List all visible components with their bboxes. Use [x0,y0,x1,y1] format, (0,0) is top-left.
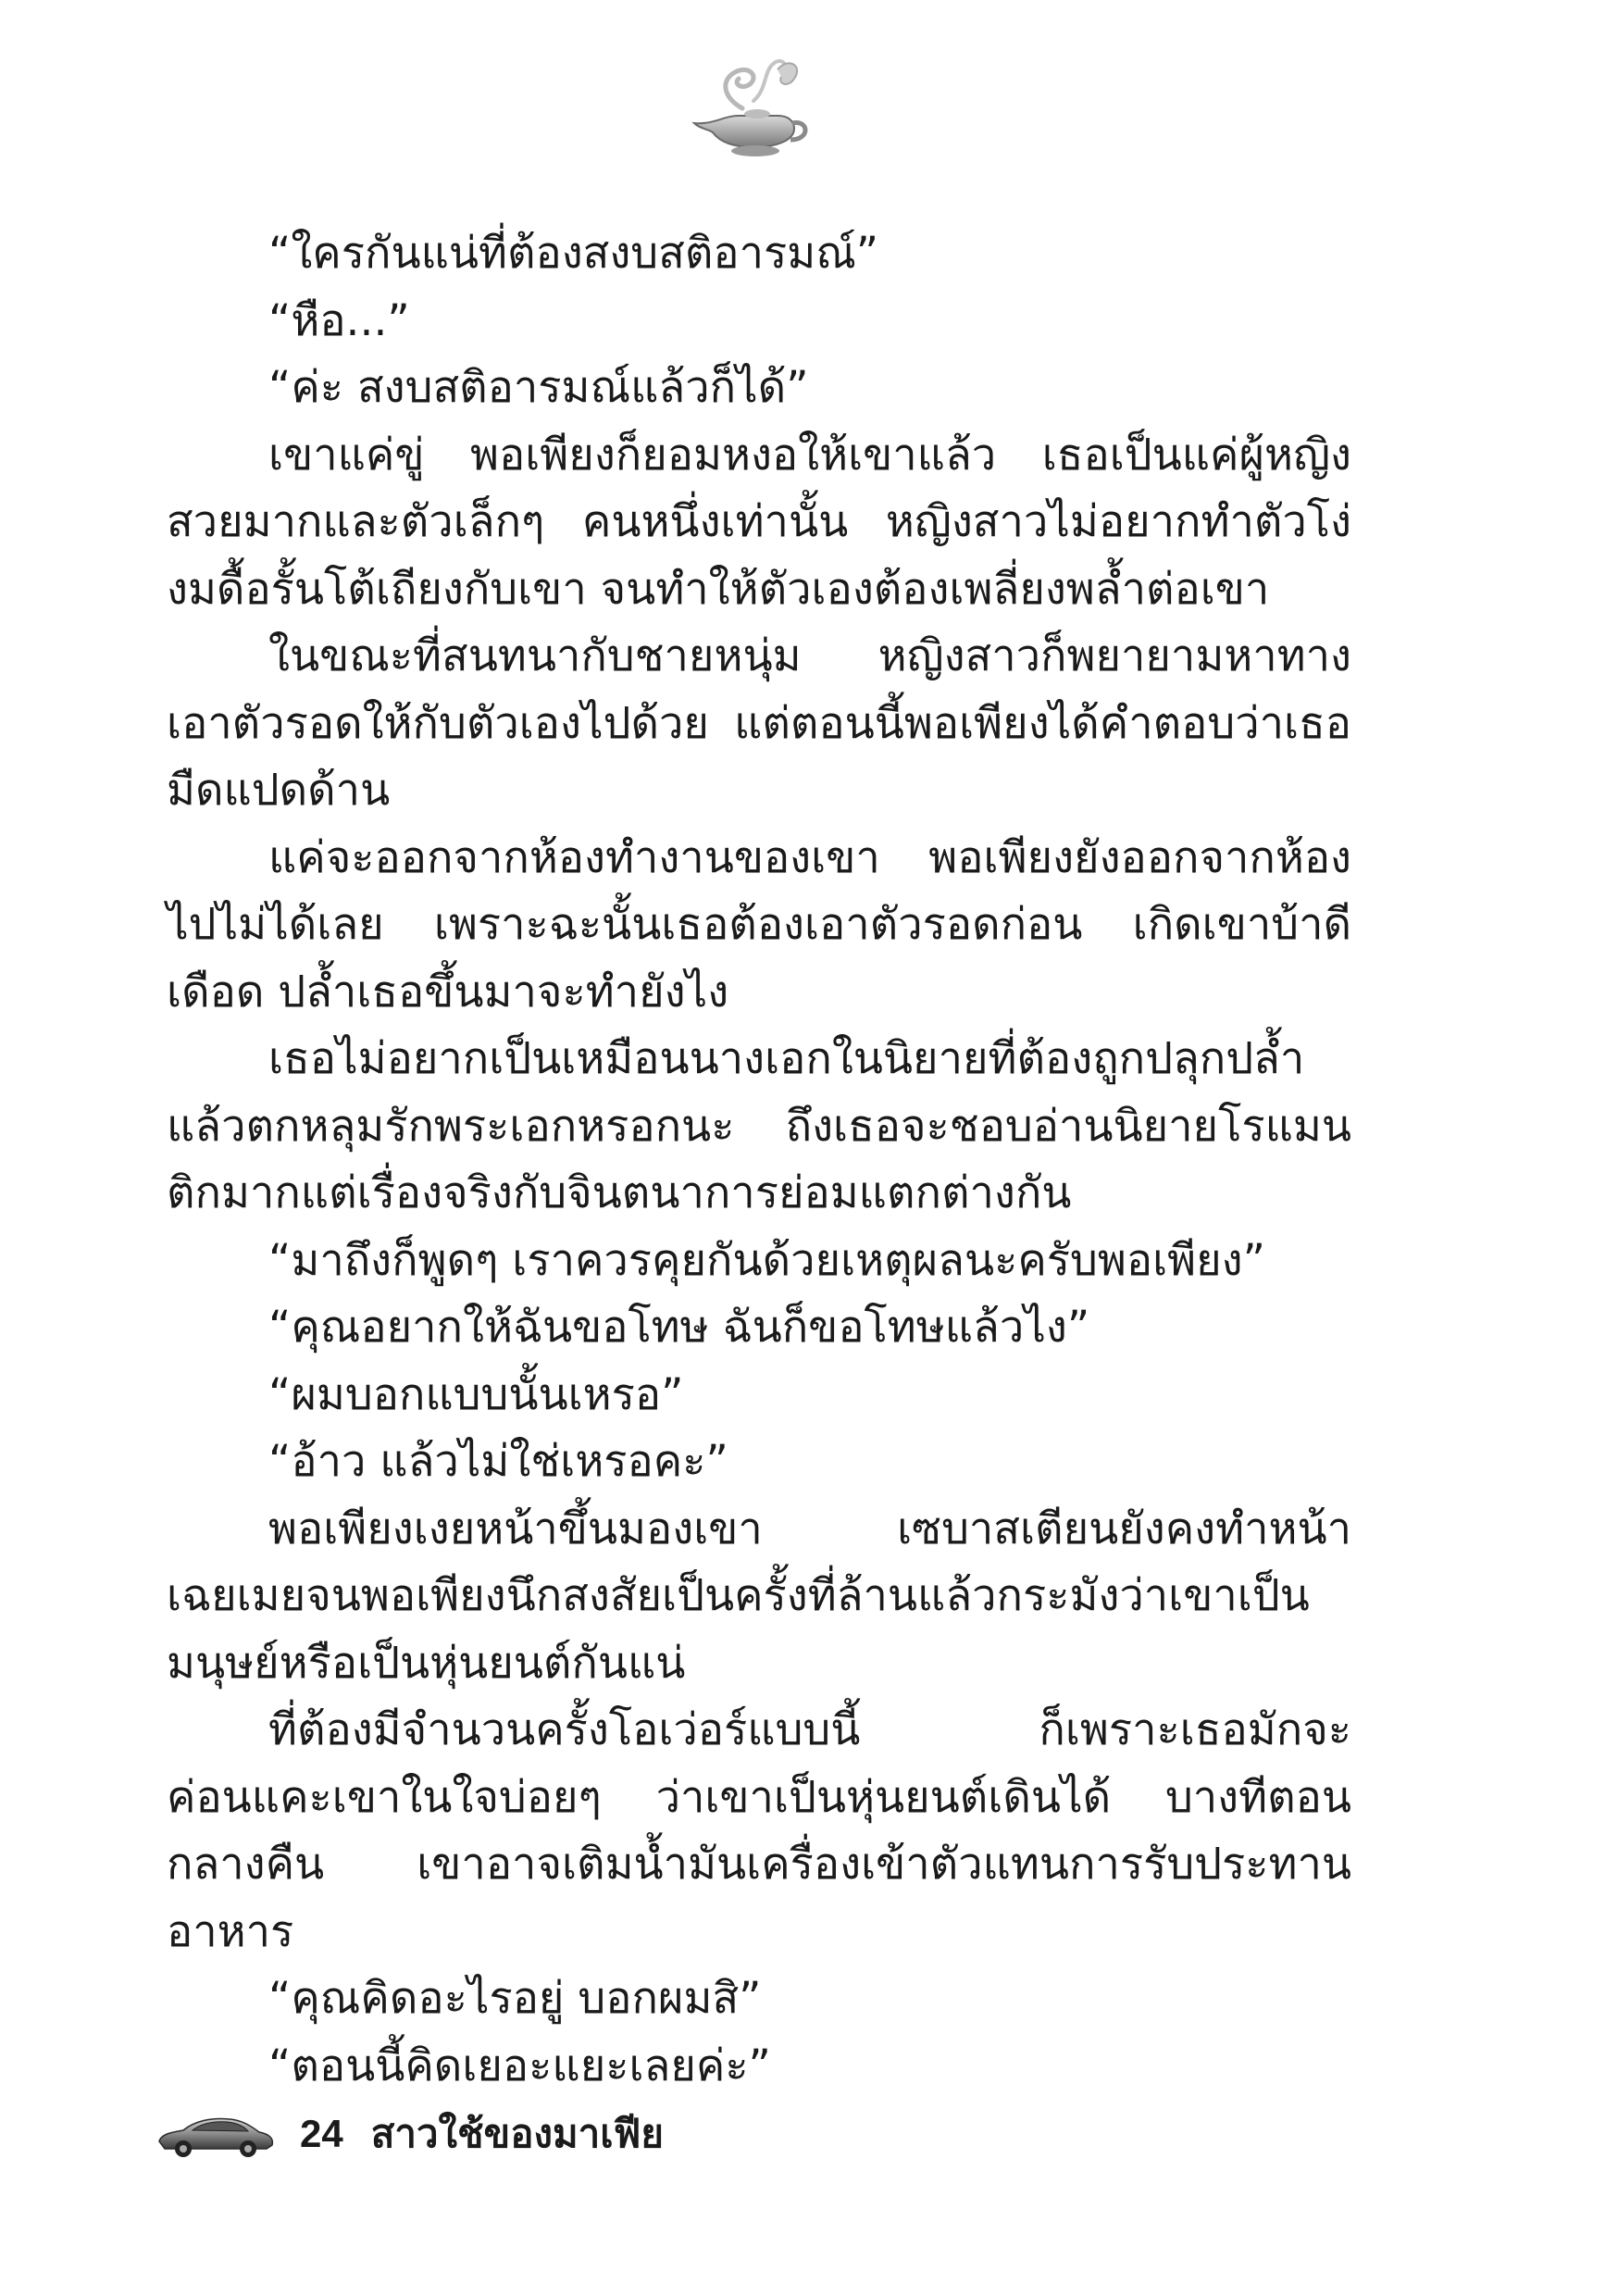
book-title: สาวใช้ของมาเฟีย [370,2111,664,2156]
paragraph: พอเพียงเงยหน้าขึ้นมองเขา เซบาสเตียนยังคงทำหน้าเฉยเมยจนพอเพียงนึกสงสัยเป็นครั้งที่ล้านแล้วกระมังว่าเขาเป็นมนุษย์หรือเป็นหุ่นยนต์กันแน่ [167,1503,1351,1689]
paragraph: “คุณคิดอะไรอยู่ บอกผมสิ” [268,1973,762,2024]
sports-car-icon [156,2108,276,2160]
paragraph: “อ้าว แล้วไม่ใช่เหรอคะ” [268,1436,728,1487]
page-footer [156,2097,989,2171]
paragraph: แค่จะออกจากห้องทำงานของเขา พอเพียงยังออกจากห้องไปไม่ได้เลย เพราะฉะนั้นเธอต้องเอาตัวรอดก่อน เกิดเขาบ้าดีเดือด ปล้ำเธอขึ้นมาจะทำยังไง [167,831,1351,1017]
paragraph: “ค่ะ สงบสติอารมณ์แล้วก็ได้” [268,362,809,413]
paragraph: เธอไม่อยากเป็นเหมือนนางเอกในนิยายที่ต้องถูกปลุกปล้ำแล้วตกหลุมรักพระเอกหรอกนะ ถึงเธอจะชอบอ่านนิยายโรแมนติกมากแต่เรื่องจริงกับจินตนาการย่อมแตกต่างกัน [167,1033,1351,1218]
paragraph: “ใครกันแน่ที่ต้องสงบสติอารมณ์” [268,228,879,279]
paragraph: “มาถึงก็พูดๆ เราควรคุยกันด้วยเหตุผลนะครับพอเพียง” [268,1234,1265,1286]
paragraph: “ผมบอกแบบนั้นเหรอ” [268,1368,684,1420]
paragraph: ในขณะที่สนทนากับชายหนุ่ม หญิงสาวก็พยายามหาทางเอาตัวรอดให้กับตัวเองไปด้วย แต่ตอนนี้พอเพียงได้คำตอบว่าเธอมืดแปดด้าน [167,630,1351,816]
paragraph: “คุณอยากให้ฉันขอโทษ ฉันก็ขอโทษแล้วไง” [268,1302,1090,1353]
paragraph: “ตอนนี้คิดเยอะแยะเลยค่ะ” [268,2040,771,2091]
paragraph: “หือ...” [268,294,410,346]
page-number: 24 [300,2112,343,2155]
genie-lamp-icon [685,51,815,162]
paragraph: ที่ต้องมีจำนวนครั้งโอเว่อร์แบบนี้ ก็เพราะเธอมักจะค่อนแคะเขาในใจบ่อยๆ ว่าเขาเป็นหุ่นยนต์เดินได้ บางทีตอนกลางคืน เขาอาจเติมน้ำมันเครื่องเข้าตัวแทนการรับประทานอาหาร [167,1704,1351,1957]
body-text [167,220,1351,2100]
paragraph: เขาแค่ขู่ พอเพียงก็ยอมหงอให้เขาแล้ว เธอเป็นแค่ผู้หญิงสวยมากและตัวเล็กๆ คนหนึ่งเท่านั้น หญิงสาวไม่อยากทำตัวโง่งมดื้อรั้นโต้เถียงกับเขา จนทำให้ตัวเองต้องเพลี่ยงพล้ำต่อเขา [167,429,1351,615]
